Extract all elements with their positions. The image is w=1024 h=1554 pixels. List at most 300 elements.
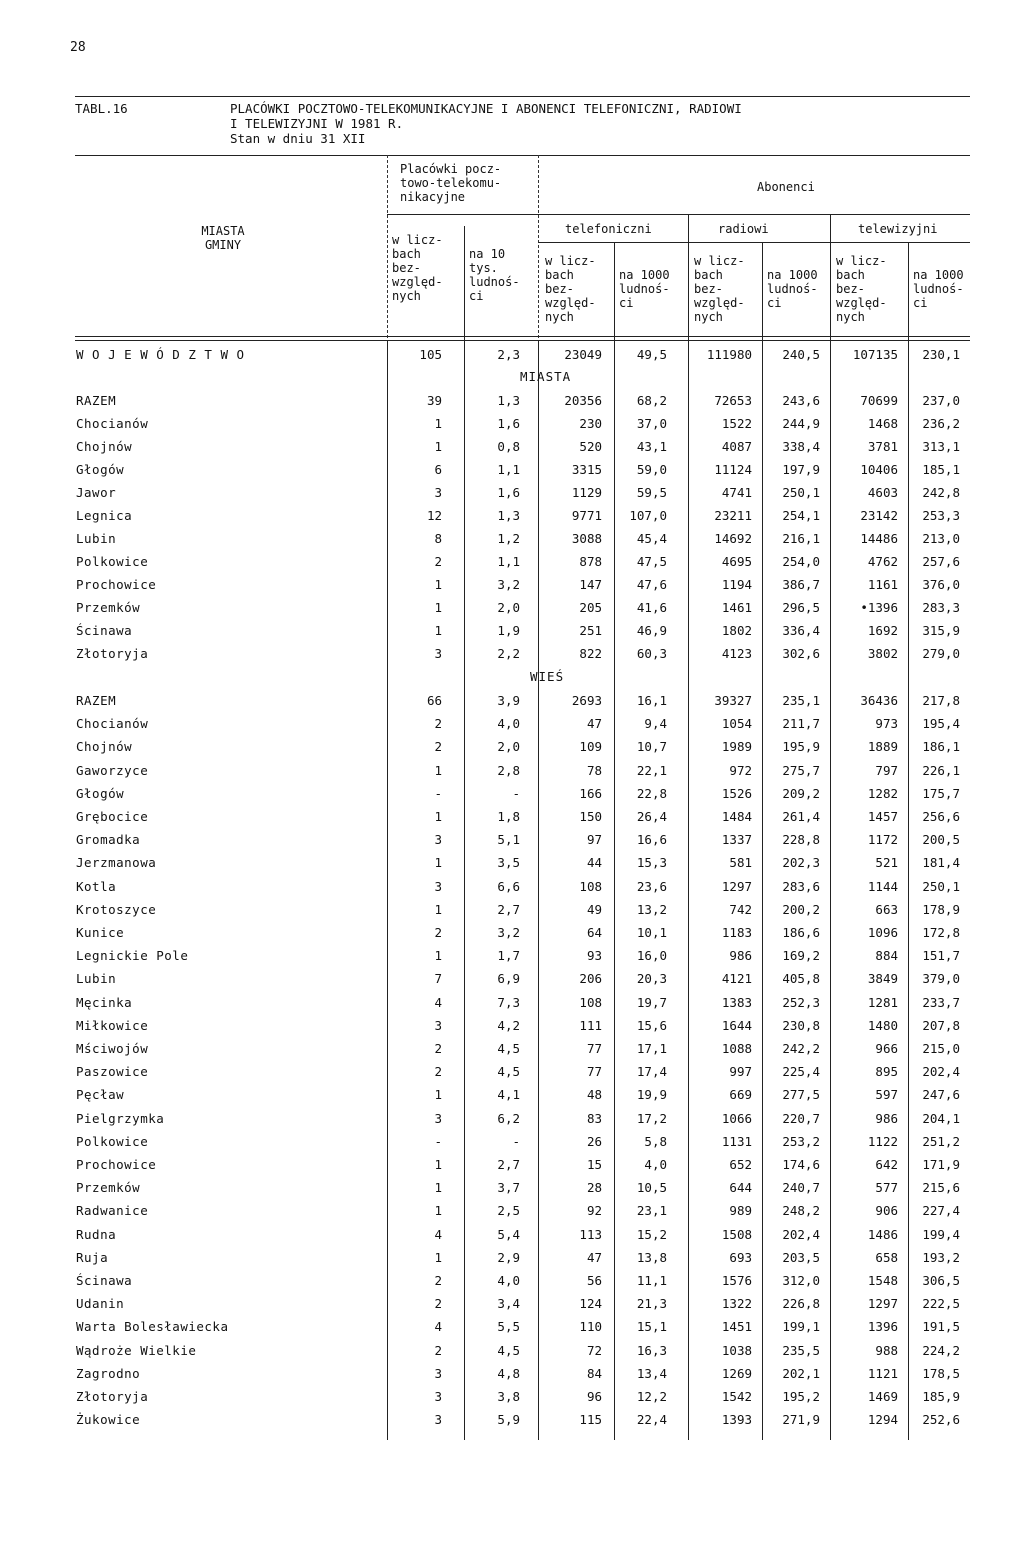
cell-value: 3849	[867, 971, 898, 987]
cell-value: 19,7	[636, 994, 667, 1010]
table-row	[0, 459, 1024, 481]
cell-value: 236,2	[922, 416, 960, 431]
cell-value: 151,7	[922, 948, 960, 964]
tel-abs-line2: bach	[545, 268, 574, 282]
row-label: Wądroże Wielkie	[76, 1342, 197, 1358]
cell-value: 5,9	[497, 1412, 520, 1428]
row-label: Zagrodno	[76, 1365, 141, 1381]
row-label: Złotoryja	[76, 1389, 149, 1404]
cell-value: 15,2	[636, 1226, 667, 1242]
cell-value: 96	[586, 1389, 602, 1404]
cell-value: 1121	[867, 1365, 898, 1381]
cell-value: 45,4	[636, 531, 667, 546]
row-label: Pielgrzymka	[76, 1110, 165, 1126]
table-row	[0, 783, 1024, 805]
cell-value: 1	[434, 1087, 442, 1103]
cell-value: 3315	[571, 462, 602, 477]
row-label: Legnickie Pole	[76, 948, 189, 964]
cell-value: 669	[729, 1087, 752, 1103]
cell-value: 243,6	[782, 393, 820, 408]
cell-value: 195,2	[782, 1389, 820, 1404]
cell-value: 9771	[571, 508, 602, 523]
cell-value: 3	[434, 1017, 442, 1033]
cell-value: 1066	[721, 1110, 752, 1126]
row-label: RAZEM	[76, 393, 117, 408]
cell-value: 5,8	[644, 1133, 667, 1149]
cell-value: 973	[875, 716, 898, 732]
cell-value: 283,3	[922, 600, 960, 615]
cell-value: 48	[586, 1087, 602, 1103]
cell-value: 1294	[867, 1412, 898, 1428]
tv-per1000-line1: na 1000	[913, 268, 964, 282]
header-rule-bottom	[75, 336, 970, 337]
cell-value: 658	[875, 1249, 898, 1265]
row-label: Lubin	[76, 971, 117, 987]
row-label: Lubin	[76, 531, 117, 546]
tv-per1000-line3: ci	[913, 296, 928, 310]
radiowi-header: radiowi	[718, 222, 769, 236]
cell-value: 1508	[721, 1226, 752, 1242]
cell-value: 20,3	[636, 971, 667, 987]
cell-value: 19,9	[636, 1087, 667, 1103]
table-row	[0, 551, 1024, 573]
cell-value: 1468	[867, 416, 898, 431]
table-row	[0, 390, 1024, 412]
cell-value: 4087	[721, 439, 752, 454]
per10-line2: tys.	[469, 261, 498, 275]
cell-value: 36436	[860, 693, 898, 708]
table-row	[0, 597, 1024, 619]
cell-value: 49	[586, 901, 602, 917]
cell-value: 2,7	[497, 901, 520, 917]
tel-abs-line4: względ-	[545, 296, 596, 310]
per10-line4: ci	[469, 289, 484, 303]
row-label: Udanin	[76, 1296, 125, 1312]
cell-value: 202,4	[782, 1226, 820, 1242]
cell-value: 1	[434, 416, 442, 431]
cell-value: 4121	[721, 971, 752, 987]
header-divider-radio-start	[688, 214, 689, 343]
table-row	[0, 1200, 1024, 1222]
row-label: Chocianów	[76, 716, 149, 732]
placowki-header-line1: Placówki pocz-	[400, 162, 502, 176]
cell-value: 1,6	[497, 485, 520, 500]
cell-value: 111980	[706, 347, 752, 362]
cell-value: 1	[434, 1203, 442, 1219]
cell-value: 1,6	[497, 416, 520, 431]
cell-value: 21,3	[636, 1296, 667, 1312]
cell-value: 2	[434, 1064, 442, 1080]
cell-value: 14486	[860, 531, 898, 546]
cell-value: 1194	[721, 577, 752, 592]
cell-value: 186,6	[782, 925, 820, 940]
row-label: Przemków	[76, 600, 141, 615]
cell-value: 111	[579, 1017, 602, 1033]
cell-value: 2,8	[497, 762, 520, 778]
cell-value: 6,9	[497, 971, 520, 987]
table-row	[0, 574, 1024, 596]
header-divider-tv-start	[830, 214, 831, 343]
cell-value: 174,6	[782, 1157, 820, 1172]
row-label: Męcinka	[76, 994, 133, 1010]
table-row	[0, 505, 1024, 527]
cell-value: 405,8	[782, 971, 820, 987]
cell-value: 7	[434, 971, 442, 987]
cell-value: 83	[586, 1110, 602, 1126]
cell-value: 1183	[721, 925, 752, 940]
cell-value: 185,9	[922, 1389, 960, 1404]
cell-value: 233,7	[922, 994, 960, 1010]
cell-value: -	[512, 1133, 520, 1149]
cell-value: 1088	[721, 1041, 752, 1056]
table-row	[0, 968, 1024, 990]
cell-value: 1161	[867, 577, 898, 592]
cell-value: 1	[434, 600, 442, 615]
row-label: Polkowice	[76, 1133, 149, 1149]
cell-value: 906	[875, 1203, 898, 1219]
cell-value: 6,6	[497, 878, 520, 894]
cell-value: 986	[875, 1110, 898, 1126]
table-row	[0, 344, 1024, 366]
cell-value: 283,6	[782, 878, 820, 894]
cell-value: 2	[434, 739, 442, 755]
tv-abs-line3: bez-	[836, 282, 865, 296]
cell-value: 211,7	[782, 716, 820, 732]
cell-value: 13,8	[636, 1249, 667, 1265]
cell-value: 3,2	[497, 577, 520, 592]
cell-value: 230,8	[782, 1017, 820, 1033]
row-label: Chocianów	[76, 416, 149, 431]
table-row	[0, 436, 1024, 458]
cell-value: 203,5	[782, 1249, 820, 1265]
table-row	[0, 760, 1024, 782]
cell-value: 1457	[867, 809, 898, 824]
cell-value: 12	[426, 508, 442, 523]
cell-value: 336,4	[782, 623, 820, 638]
table-title-line1: PLACÓWKI POCZTOWO-TELEKOMUNIKACYJNE I ABONENCI TELEFONICZNI, RADIOWI	[230, 101, 742, 116]
cell-value: 1	[434, 439, 442, 454]
cell-value: 1,7	[497, 948, 520, 964]
cell-value: 200,5	[922, 832, 960, 848]
cell-value: 108	[579, 994, 602, 1010]
cell-value: 1	[434, 809, 442, 824]
cell-value: 237,0	[922, 393, 960, 408]
tel-abs-line1: w licz-	[545, 254, 596, 268]
cell-value: 693	[729, 1249, 752, 1265]
cell-value: 41,6	[636, 600, 667, 615]
cell-value: 197,9	[782, 462, 820, 477]
cell-value: 306,5	[922, 1273, 960, 1288]
header-divider-tel	[614, 242, 615, 343]
radio-abs-line1: w licz-	[694, 254, 745, 268]
tel-abs-header	[545, 254, 596, 324]
row-label: Ścinawa	[76, 1273, 133, 1288]
cell-value: 92	[586, 1203, 602, 1219]
cell-value: 68,2	[636, 393, 667, 408]
cell-value: 1	[434, 1157, 442, 1172]
row-label: Złotoryja	[76, 646, 149, 661]
cell-value: 37,0	[636, 416, 667, 431]
cell-value: 4	[434, 1319, 442, 1335]
table-row	[0, 992, 1024, 1014]
cell-value: 652	[729, 1157, 752, 1172]
cell-value: 253,2	[782, 1133, 820, 1149]
cell-value: 242,8	[922, 485, 960, 500]
cell-value: 1,2	[497, 531, 520, 546]
cell-value: 226,1	[922, 762, 960, 778]
tv-per1000-header	[913, 268, 964, 310]
table-row	[0, 413, 1024, 435]
cell-value: 1038	[721, 1342, 752, 1358]
stub-header	[193, 224, 253, 252]
cell-value: 247,6	[922, 1087, 960, 1103]
cell-value: 15,3	[636, 855, 667, 871]
cell-value: 1,8	[497, 809, 520, 824]
cell-value: 202,3	[782, 855, 820, 871]
cell-value: 997	[729, 1064, 752, 1080]
row-label: Gaworzyce	[76, 762, 149, 778]
cell-value: -	[434, 785, 442, 801]
tel-abs-line5: nych	[545, 310, 574, 324]
table-row	[0, 876, 1024, 898]
cell-value: 178,5	[922, 1365, 960, 1381]
cell-value: 4695	[721, 554, 752, 569]
table-row	[0, 1409, 1024, 1431]
cell-value: 296,5	[782, 600, 820, 615]
cell-value: 663	[875, 901, 898, 917]
cell-value: 110	[579, 1319, 602, 1335]
cell-value: 209,2	[782, 785, 820, 801]
cell-value: 105	[419, 347, 442, 362]
cell-value: 215,6	[922, 1180, 960, 1196]
cell-value: 2	[434, 1041, 442, 1056]
cell-value: 1	[434, 762, 442, 778]
tv-abs-header	[836, 254, 887, 324]
row-label: Ścinawa	[76, 623, 133, 638]
section-label-miasta: MIASTA	[520, 369, 572, 384]
cell-value: 47,5	[636, 554, 667, 569]
cell-value: 9,4	[644, 716, 667, 732]
cell-value: 1	[434, 623, 442, 638]
cell-value: 242,2	[782, 1041, 820, 1056]
cell-value: 2	[434, 925, 442, 940]
cell-value: 84	[586, 1365, 602, 1381]
cell-value: 235,1	[782, 693, 820, 708]
cell-value: 6	[434, 462, 442, 477]
cell-value: 250,1	[922, 878, 960, 894]
radio-abs-line2: bach	[694, 268, 723, 282]
cell-value: 39327	[714, 693, 752, 708]
cell-value: 11,1	[636, 1273, 667, 1288]
row-label: Kotla	[76, 878, 117, 894]
table-row	[0, 713, 1024, 735]
cell-value: 895	[875, 1064, 898, 1080]
cell-value: 4762	[867, 554, 898, 569]
cell-value: 1144	[867, 878, 898, 894]
table-row	[0, 1316, 1024, 1338]
cell-value: 10,1	[636, 925, 667, 940]
cell-value: 1131	[721, 1133, 752, 1149]
table-row	[0, 806, 1024, 828]
cell-value: 115	[579, 1412, 602, 1428]
cell-value: 23,6	[636, 878, 667, 894]
cell-value: 1	[434, 855, 442, 871]
cell-value: 1548	[867, 1273, 898, 1288]
cell-value: 107135	[852, 347, 898, 362]
cell-value: 1526	[721, 785, 752, 801]
cell-value: 338,4	[782, 439, 820, 454]
cell-value: 228,8	[782, 832, 820, 848]
cell-value: 72	[586, 1342, 602, 1358]
cell-value: 279,0	[922, 646, 960, 661]
cell-value: 3	[434, 1365, 442, 1381]
cell-value: 2	[434, 1273, 442, 1288]
cell-value: 1	[434, 1180, 442, 1196]
cell-value: 10406	[860, 462, 898, 477]
cell-value: 72653	[714, 393, 752, 408]
cell-value: 581	[729, 855, 752, 871]
cell-value: -	[512, 785, 520, 801]
cell-value: 77	[586, 1064, 602, 1080]
abs-line1: w licz-	[392, 233, 443, 247]
cell-value: 520	[579, 439, 602, 454]
cell-value: 2	[434, 554, 442, 569]
table-row	[0, 643, 1024, 665]
cell-value: 4	[434, 1226, 442, 1242]
cell-value: 1054	[721, 716, 752, 732]
cell-value: 379,0	[922, 971, 960, 987]
cell-value: 521	[875, 855, 898, 871]
row-label: Krotoszyce	[76, 901, 157, 917]
cell-value: 235,5	[782, 1342, 820, 1358]
cell-value: 1889	[867, 739, 898, 755]
cell-value: 1522	[721, 416, 752, 431]
cell-value: 195,9	[782, 739, 820, 755]
cell-value: 47	[586, 1249, 602, 1265]
cell-value: 1122	[867, 1133, 898, 1149]
cell-value: 4,5	[497, 1342, 520, 1358]
cell-value: 10,7	[636, 739, 667, 755]
row-label: Prochowice	[76, 1157, 157, 1172]
cell-value: 1484	[721, 809, 752, 824]
cell-value: 5,1	[497, 832, 520, 848]
cell-value: 59,5	[636, 485, 667, 500]
abs-line5: nych	[392, 289, 421, 303]
header-rule-mid	[387, 214, 970, 215]
cell-value: 884	[875, 948, 898, 964]
telewizyjni-header: telewizyjni	[858, 222, 938, 236]
radio-per1000-line3: ci	[767, 296, 782, 310]
cell-value: 742	[729, 901, 752, 917]
cell-value: 93	[586, 948, 602, 964]
row-label: Polkowice	[76, 554, 149, 569]
cell-value: 15,6	[636, 1017, 667, 1033]
cell-value: 1989	[721, 739, 752, 755]
header-divider-radio	[762, 242, 763, 343]
cell-value: 3	[434, 1110, 442, 1126]
cell-value: 1469	[867, 1389, 898, 1404]
cell-value: 2,7	[497, 1157, 520, 1172]
radio-per1000-line2: ludnoś-	[767, 282, 818, 296]
cell-value: 2,2	[497, 646, 520, 661]
cell-value: 1	[434, 1249, 442, 1265]
placowki-header-line3: nikacyjne	[400, 190, 466, 204]
cell-value: 15	[586, 1157, 602, 1172]
cell-value: 1692	[867, 623, 898, 638]
cell-value: 169,2	[782, 948, 820, 964]
cell-value: 5,5	[497, 1319, 520, 1335]
cell-value: 16,0	[636, 948, 667, 964]
row-label: Pęcław	[76, 1087, 125, 1103]
row-label: Prochowice	[76, 577, 157, 592]
cell-value: 878	[579, 554, 602, 569]
cell-value: 49,5	[636, 347, 667, 362]
cell-value: 1486	[867, 1226, 898, 1242]
cell-value: 254,1	[782, 508, 820, 523]
cell-value: 39	[426, 393, 442, 408]
cell-value: 202,1	[782, 1365, 820, 1381]
header-rule-bottom2	[75, 340, 970, 341]
cell-value: 3,4	[497, 1296, 520, 1312]
cell-value: 257,6	[922, 554, 960, 569]
cell-value: 3,2	[497, 925, 520, 940]
cell-value: 597	[875, 1087, 898, 1103]
table-row	[0, 736, 1024, 758]
cell-value: 3781	[867, 439, 898, 454]
cell-value: 7,3	[497, 994, 520, 1010]
tel-per1000-header	[619, 268, 670, 310]
table-row	[0, 1386, 1024, 1408]
cell-value: 1,1	[497, 462, 520, 477]
abs-line2: bach	[392, 247, 421, 261]
tel-abs-line3: bez-	[545, 282, 574, 296]
cell-value: 113	[579, 1226, 602, 1242]
cell-value: 28	[586, 1180, 602, 1196]
cell-value: 109	[579, 739, 602, 755]
cell-value: 1297	[867, 1296, 898, 1312]
cell-value: 1480	[867, 1017, 898, 1033]
cell-value: 3	[434, 1412, 442, 1428]
cell-value: 166	[579, 785, 602, 801]
cell-value: 2	[434, 1342, 442, 1358]
cell-value: 244,9	[782, 416, 820, 431]
cell-value: 199,1	[782, 1319, 820, 1335]
cell-value: 202,4	[922, 1064, 960, 1080]
cell-value: 4,0	[497, 716, 520, 732]
cell-value: 4123	[721, 646, 752, 661]
radio-per1000-header	[767, 268, 818, 310]
cell-value: 4,8	[497, 1365, 520, 1381]
radio-abs-header	[694, 254, 745, 324]
cell-value: 1644	[721, 1017, 752, 1033]
cell-value: 1393	[721, 1412, 752, 1428]
tv-abs-line2: bach	[836, 268, 865, 282]
tv-per1000-line2: ludnoś-	[913, 282, 964, 296]
cell-value: 240,7	[782, 1180, 820, 1196]
cell-value: 1297	[721, 878, 752, 894]
cell-value: 1282	[867, 785, 898, 801]
table-row	[0, 1177, 1024, 1199]
section-label-wies: WIEŚ	[530, 669, 565, 684]
cell-value: 3,5	[497, 855, 520, 871]
table-row	[0, 922, 1024, 944]
cell-value: 23142	[860, 508, 898, 523]
cell-value: 23,1	[636, 1203, 667, 1219]
cell-value: 1281	[867, 994, 898, 1010]
cell-value: 23211	[714, 508, 752, 523]
cell-value: 44	[586, 855, 602, 871]
cell-value: 22,4	[636, 1412, 667, 1428]
